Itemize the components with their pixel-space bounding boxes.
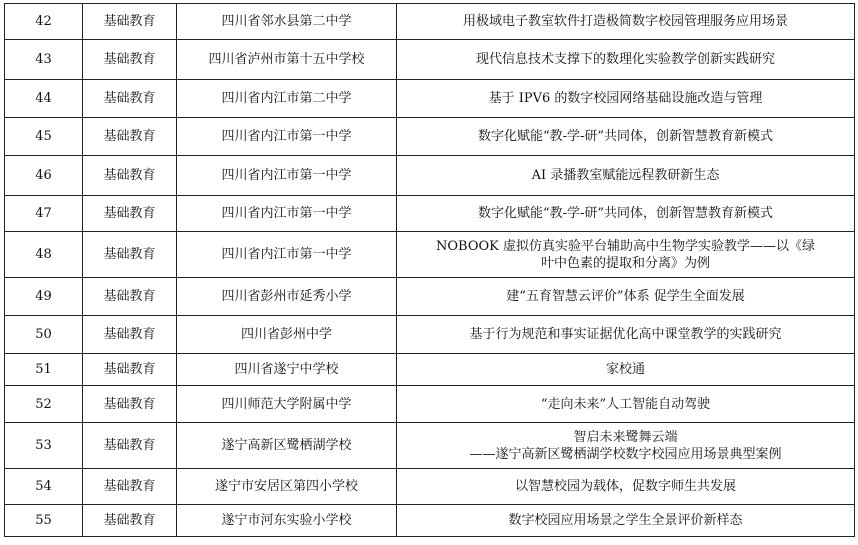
row-number-cell: 55 [5,505,83,537]
row-number-cell: 43 [5,40,83,80]
topic-line: 数字化赋能“教-学-研”共同体，创新智慧教育新模式 [477,129,774,144]
topic-line: 家校通 [605,362,645,377]
topic-line: 建“五育智慧云评价”体系 促学生全面发展 [506,289,745,304]
row-number-cell: 47 [5,196,83,232]
category-cell: 基础教育 [83,40,177,80]
school-cell: 遂宁市安居区第四小学校 [177,469,397,505]
row-number-cell: 45 [5,118,83,156]
topic-cell [397,354,855,386]
cases-table [4,3,855,537]
table-row [5,469,855,505]
topic-line: AI 录播教室赋能远程教研新生态 [531,168,720,183]
topic-line: 数字校园应用场景之学生全景评价新样态 [508,513,743,528]
table-row [5,232,855,278]
topic-cell [397,4,855,40]
school-cell: 四川师范大学附属中学 [177,386,397,423]
category-cell: 基础教育 [83,386,177,423]
topic-cell [397,278,855,316]
table-row [5,423,855,469]
topic-cell [397,316,855,354]
school-cell: 四川省内江市第二中学 [177,80,397,118]
topic-cell [397,232,855,278]
row-number-cell: 49 [5,278,83,316]
row-number-cell: 48 [5,232,83,278]
table-row [5,278,855,316]
category-cell: 基础教育 [83,196,177,232]
table-row [5,80,855,118]
row-number-cell: 46 [5,156,83,196]
school-cell: 四川省邻水县第二中学 [177,4,397,40]
topic-cell [397,80,855,118]
table-row [5,118,855,156]
topic-line: “走向未来”人工智能自动驾驶 [540,396,711,412]
table-row [5,4,855,40]
category-cell: 基础教育 [83,505,177,537]
category-cell: 基础教育 [83,118,177,156]
school-cell: 四川省泸州市第十五中学校 [177,40,397,80]
topic-line: 用极域电子教室软件打造极简数字校园管理服务应用场景 [462,14,788,29]
topic-line: ——遂宁高新区鹭栖湖学校数字校园应用场景典型案例 [469,446,782,462]
school-cell: 遂宁市河东实验小学校 [177,505,397,537]
topic-cell [397,40,855,80]
row-number-cell: 51 [5,354,83,386]
topic-line: 现代信息技术支撑下的数理化实验教学创新实践研究 [475,52,775,67]
table-row [5,156,855,196]
topic-line: 智启未来鹭舞云端 [573,429,678,445]
row-number-cell: 42 [5,4,83,40]
topic-cell [397,386,855,423]
category-cell: 基础教育 [83,278,177,316]
topic-line: 叶中色素的提取和分离》为例 [540,255,710,271]
table-row [5,196,855,232]
row-number-cell: 54 [5,469,83,505]
school-cell: 四川省内江市第一中学 [177,232,397,278]
topic-cell [397,423,855,469]
category-cell: 基础教育 [83,80,177,118]
table-row [5,386,855,423]
topic-cell [397,505,855,537]
category-cell: 基础教育 [83,469,177,505]
topic-cell [397,118,855,156]
row-number-cell: 53 [5,423,83,469]
category-cell: 基础教育 [83,156,177,196]
topic-line: 以智慧校园为载体，促数字师生共发展 [514,479,736,494]
school-cell: 遂宁高新区鹭栖湖学校 [177,423,397,469]
row-number-cell: 50 [5,316,83,354]
category-cell: 基础教育 [83,316,177,354]
table-row [5,40,855,80]
topic-line: 基于行为规范和事实证据优化高中课堂教学的实践研究 [469,327,782,342]
category-cell: 基础教育 [83,232,177,278]
category-cell: 基础教育 [83,354,177,386]
topic-cell [397,196,855,232]
table-row [5,316,855,354]
table-body [5,4,855,537]
table-row [5,354,855,386]
school-cell: 四川省彭州中学 [177,316,397,354]
row-number-cell: 52 [5,386,83,423]
row-number-cell: 44 [5,80,83,118]
school-cell: 四川省内江市第一中学 [177,118,397,156]
school-cell: 四川省内江市第一中学 [177,156,397,196]
category-cell: 基础教育 [83,4,177,40]
category-cell: 基础教育 [83,423,177,469]
topic-cell [397,156,855,196]
topic-line: NOBOOK 虚拟仿真实验平台辅助高中生物学实验教学——以《绿 [436,238,815,254]
school-cell: 四川省内江市第一中学 [177,196,397,232]
topic-line: 数字化赋能“教-学-研”共同体，创新智慧教育新模式 [477,206,774,221]
topic-line: 基于 IPV6 的数字校园网络基础设施改造与管理 [488,91,763,106]
table-row [5,505,855,537]
school-cell: 四川省彭州市延秀小学 [177,278,397,316]
topic-cell [397,469,855,505]
school-cell: 四川省遂宁中学校 [177,354,397,386]
